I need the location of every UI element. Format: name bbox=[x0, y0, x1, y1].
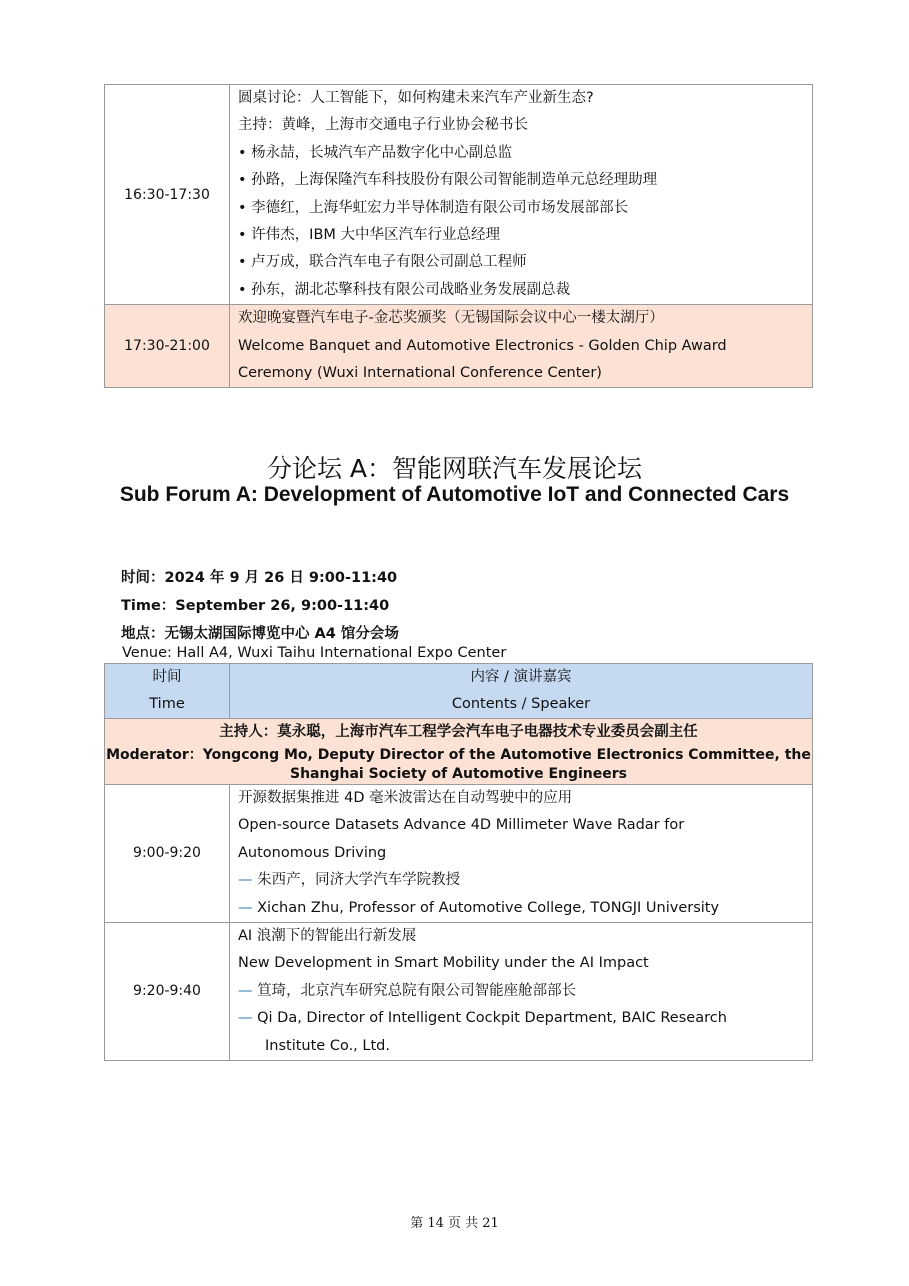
agenda-table-forum-a bbox=[104, 663, 813, 1061]
session-title-cn: 开源数据集推进 4D 毫米波雷达在自动驾驶中的应用 bbox=[238, 790, 573, 806]
table-header-row bbox=[105, 664, 813, 719]
panelist: • 李德红，上海华虹宏力半导体制造有限公司市场发展部部长 bbox=[238, 199, 629, 216]
roundtable-title: 圆桌讨论：人工智能下，如何构建未来汽车产业新生态? bbox=[238, 90, 594, 106]
moderator-cell bbox=[105, 719, 813, 785]
moderator-en: Shanghai Society of Automotive Engineers bbox=[290, 766, 627, 782]
dash-icon: — bbox=[238, 899, 253, 916]
forum-title-en: Sub Forum A: Development of Automotive IoT and Connected Cars bbox=[119, 483, 790, 506]
panelist: • 卢万成，联合汽车电子有限公司副总工程师 bbox=[238, 254, 527, 271]
table-row bbox=[105, 922, 813, 1060]
speaker-en bbox=[238, 895, 812, 922]
speaker-en-text: Xichan Zhu, Professor of Automotive College, TONGJI University bbox=[257, 899, 720, 916]
forum-time-cn: 时间：2024 年 9 月 26 日 9:00-11:40 bbox=[121, 570, 398, 586]
panelist: • 孙东，湖北芯擎科技有限公司战略业务发展副总裁 bbox=[238, 281, 571, 298]
forum-time-en: Time：September 26, 9:00-11:40 bbox=[121, 598, 390, 614]
session-title-cn: AI 浪潮下的智能出行新发展 bbox=[238, 927, 417, 944]
session-title-en: Open-source Datasets Advance 4D Millimeter Wave Radar for bbox=[238, 817, 685, 834]
roundtable-host: 主持：黄峰，上海市交通电子行业协会秘书长 bbox=[238, 117, 528, 134]
header-content-cn: 内容 / 演讲嘉宾 bbox=[470, 669, 572, 685]
page-number: 第 14 页 共 21 bbox=[410, 1216, 499, 1231]
content-cell bbox=[230, 85, 813, 305]
header-time-cn: 时间 bbox=[152, 669, 182, 685]
moderator-row bbox=[105, 719, 813, 785]
panelist: • 许伟杰，IBM 大中华区汽车行业总经理 bbox=[238, 226, 501, 243]
speaker-en: Institute Co., Ltd. bbox=[265, 1037, 390, 1054]
speaker-cn-text: 朱西产，同济大学汽车学院教授 bbox=[257, 872, 461, 889]
speaker-cn bbox=[238, 978, 812, 1005]
table-row bbox=[105, 85, 813, 305]
table-row bbox=[105, 305, 813, 388]
banquet-title-en: Welcome Banquet and Automotive Electronics - Golden Chip Award bbox=[238, 337, 727, 354]
agenda-table-top bbox=[104, 84, 813, 388]
content-cell bbox=[230, 922, 813, 1060]
table-row bbox=[105, 785, 813, 923]
speaker-en-text: Qi Da, Director of Intelligent Cockpit Department, BAIC Research bbox=[257, 1010, 727, 1027]
header-content-en: Contents / Speaker bbox=[451, 696, 591, 712]
dash-icon: — bbox=[238, 1010, 253, 1027]
forum-venue-cn: 地点：无锡太湖国际博览中心 A4 馆分会场 bbox=[121, 626, 399, 642]
content-cell bbox=[230, 785, 813, 923]
header-content-cell bbox=[230, 664, 813, 719]
forum-venue-en: Venue: Hall A4, Wuxi Taihu International Expo Center bbox=[122, 645, 507, 661]
time-cell: 9:00-9:20 bbox=[105, 785, 230, 923]
session-title-en: Autonomous Driving bbox=[238, 844, 387, 861]
panelist: • 孙路，上海保隆汽车科技股份有限公司智能制造单元总经理助理 bbox=[238, 172, 658, 189]
banquet-title-en: Ceremony (Wuxi International Conference Center) bbox=[238, 364, 602, 381]
banquet-title-cn: 欢迎晚宴暨汽车电子-金芯奖颁奖（无锡国际会议中心一楼太湖厅） bbox=[238, 310, 664, 327]
time-cell: 9:20-9:40 bbox=[105, 922, 230, 1060]
time-cell: 17:30-21:00 bbox=[105, 305, 230, 388]
header-time-cell bbox=[105, 664, 230, 719]
speaker-cn-text: 笪琦，北京汽车研究总院有限公司智能座舱部部长 bbox=[257, 982, 577, 999]
moderator-en: Moderator：Yongcong Mo, Deputy Director of the Automotive Electronics Committee, the bbox=[106, 747, 811, 763]
header-time-en: Time bbox=[149, 696, 185, 712]
speaker-cn bbox=[238, 867, 812, 894]
dash-icon: — bbox=[238, 872, 253, 889]
content-cell bbox=[230, 305, 813, 388]
time-cell: 16:30-17:30 bbox=[105, 85, 230, 305]
moderator-cn: 主持人：莫永聪，上海市汽车工程学会汽车电子电器技术专业委员会副主任 bbox=[219, 724, 698, 740]
forum-title-cn: 分论坛 A：智能网联汽车发展论坛 bbox=[266, 454, 643, 483]
session-title-en: New Development in Smart Mobility under the AI Impact bbox=[238, 955, 649, 972]
panelist: • 杨永喆，长城汽车产品数字化中心副总监 bbox=[238, 144, 513, 161]
dash-icon: — bbox=[238, 982, 253, 999]
speaker-en bbox=[238, 1005, 812, 1032]
